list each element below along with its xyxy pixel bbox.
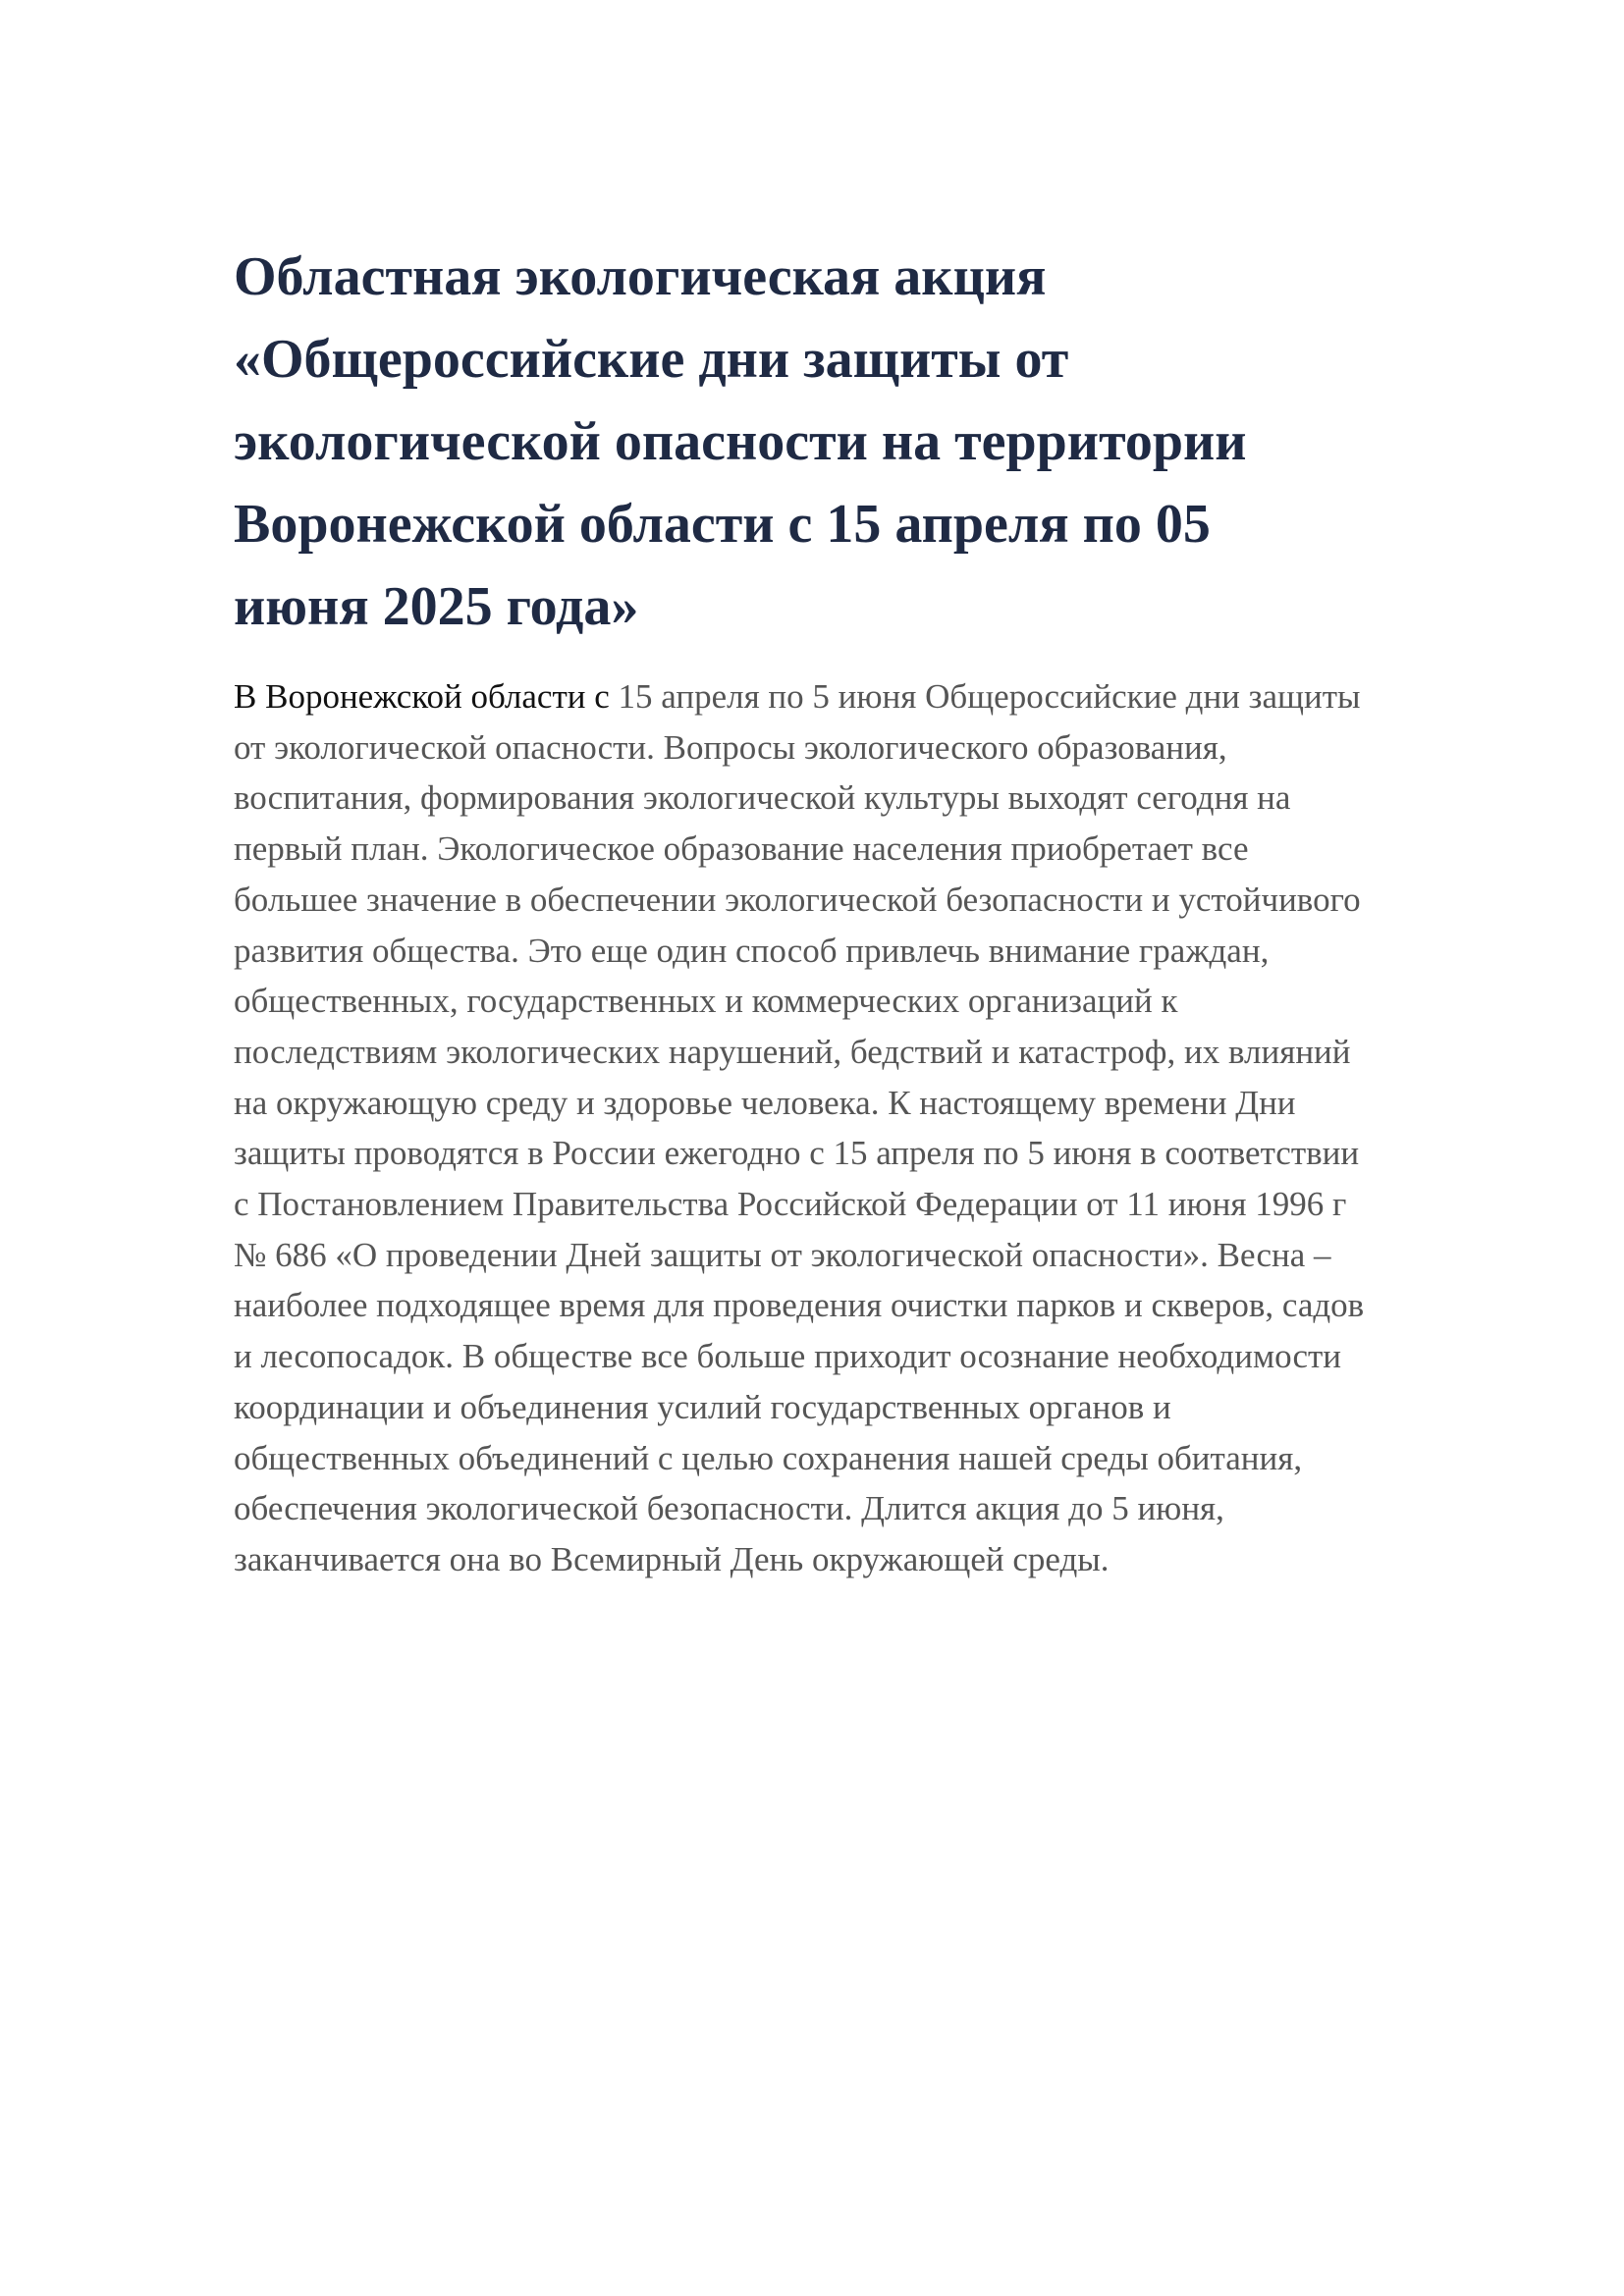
body-line: и лесопосадок. В обществе все больше приходит осознание необходимости [234, 1337, 1342, 1376]
body-line: обеспечения экологической безопасности. Длится акция до 5 июня, [234, 1489, 1224, 1528]
body-line: первый план. Экологическое образование населения приобретает все [234, 829, 1249, 869]
title-line: Воронежской области с 15 апреля по 05 [234, 494, 1211, 555]
title-line: июня 2025 года» [234, 576, 639, 637]
body-line: заканчивается она во Всемирный День окружающей среды. [234, 1539, 1110, 1578]
body-line: защиты проводятся в России ежегодно с 15 апреля по 5 июня в соответствии [234, 1134, 1360, 1173]
body-line: общественных, государственных и коммерческих организаций к [234, 982, 1178, 1021]
body-line: № 686 «О проведении Дней защиты от экологической опасности». Весна – [234, 1235, 1331, 1274]
document-body [234, 671, 1520, 1585]
body-line: воспитания, формирования экологической культуры выходят сегодня на [234, 778, 1291, 818]
body-line: последствиям экологических нарушений, бедствий и катастроф, их влияний [234, 1032, 1351, 1071]
body-first-line-rest: 15 апреля по 5 июня Общероссийские дни защиты [609, 677, 1361, 716]
title-line: «Общероссийские дни защиты от [234, 329, 1069, 390]
body-line [234, 671, 1520, 722]
body-line: развития общества. Это еще один способ привлечь внимание граждан, [234, 931, 1270, 970]
body-line: с Постановлением Правительства Российской Федерации от 11 июня 1996 г [234, 1185, 1347, 1224]
body-line: общественных объединений с целью сохранения нашей среды обитания, [234, 1438, 1303, 1477]
body-line: большее значение в обеспечении экологической безопасности и устойчивого [234, 880, 1361, 919]
body-line: от экологической опасности. Вопросы экологического образования, [234, 727, 1227, 767]
body-lead-text: В Воронежской области с [234, 677, 610, 716]
body-line: координации и объединения усилий государственных органов и [234, 1387, 1171, 1426]
title-line: Областная экологическая акция [234, 246, 1047, 307]
body-line: на окружающую среду и здоровье человека. К настоящему времени Дни [234, 1083, 1296, 1122]
body-line: наиболее подходящее время для проведения очистки парков и скверов, садов [234, 1286, 1365, 1325]
title-line: экологической опасности на территории [234, 411, 1247, 472]
document-title [234, 236, 1510, 648]
